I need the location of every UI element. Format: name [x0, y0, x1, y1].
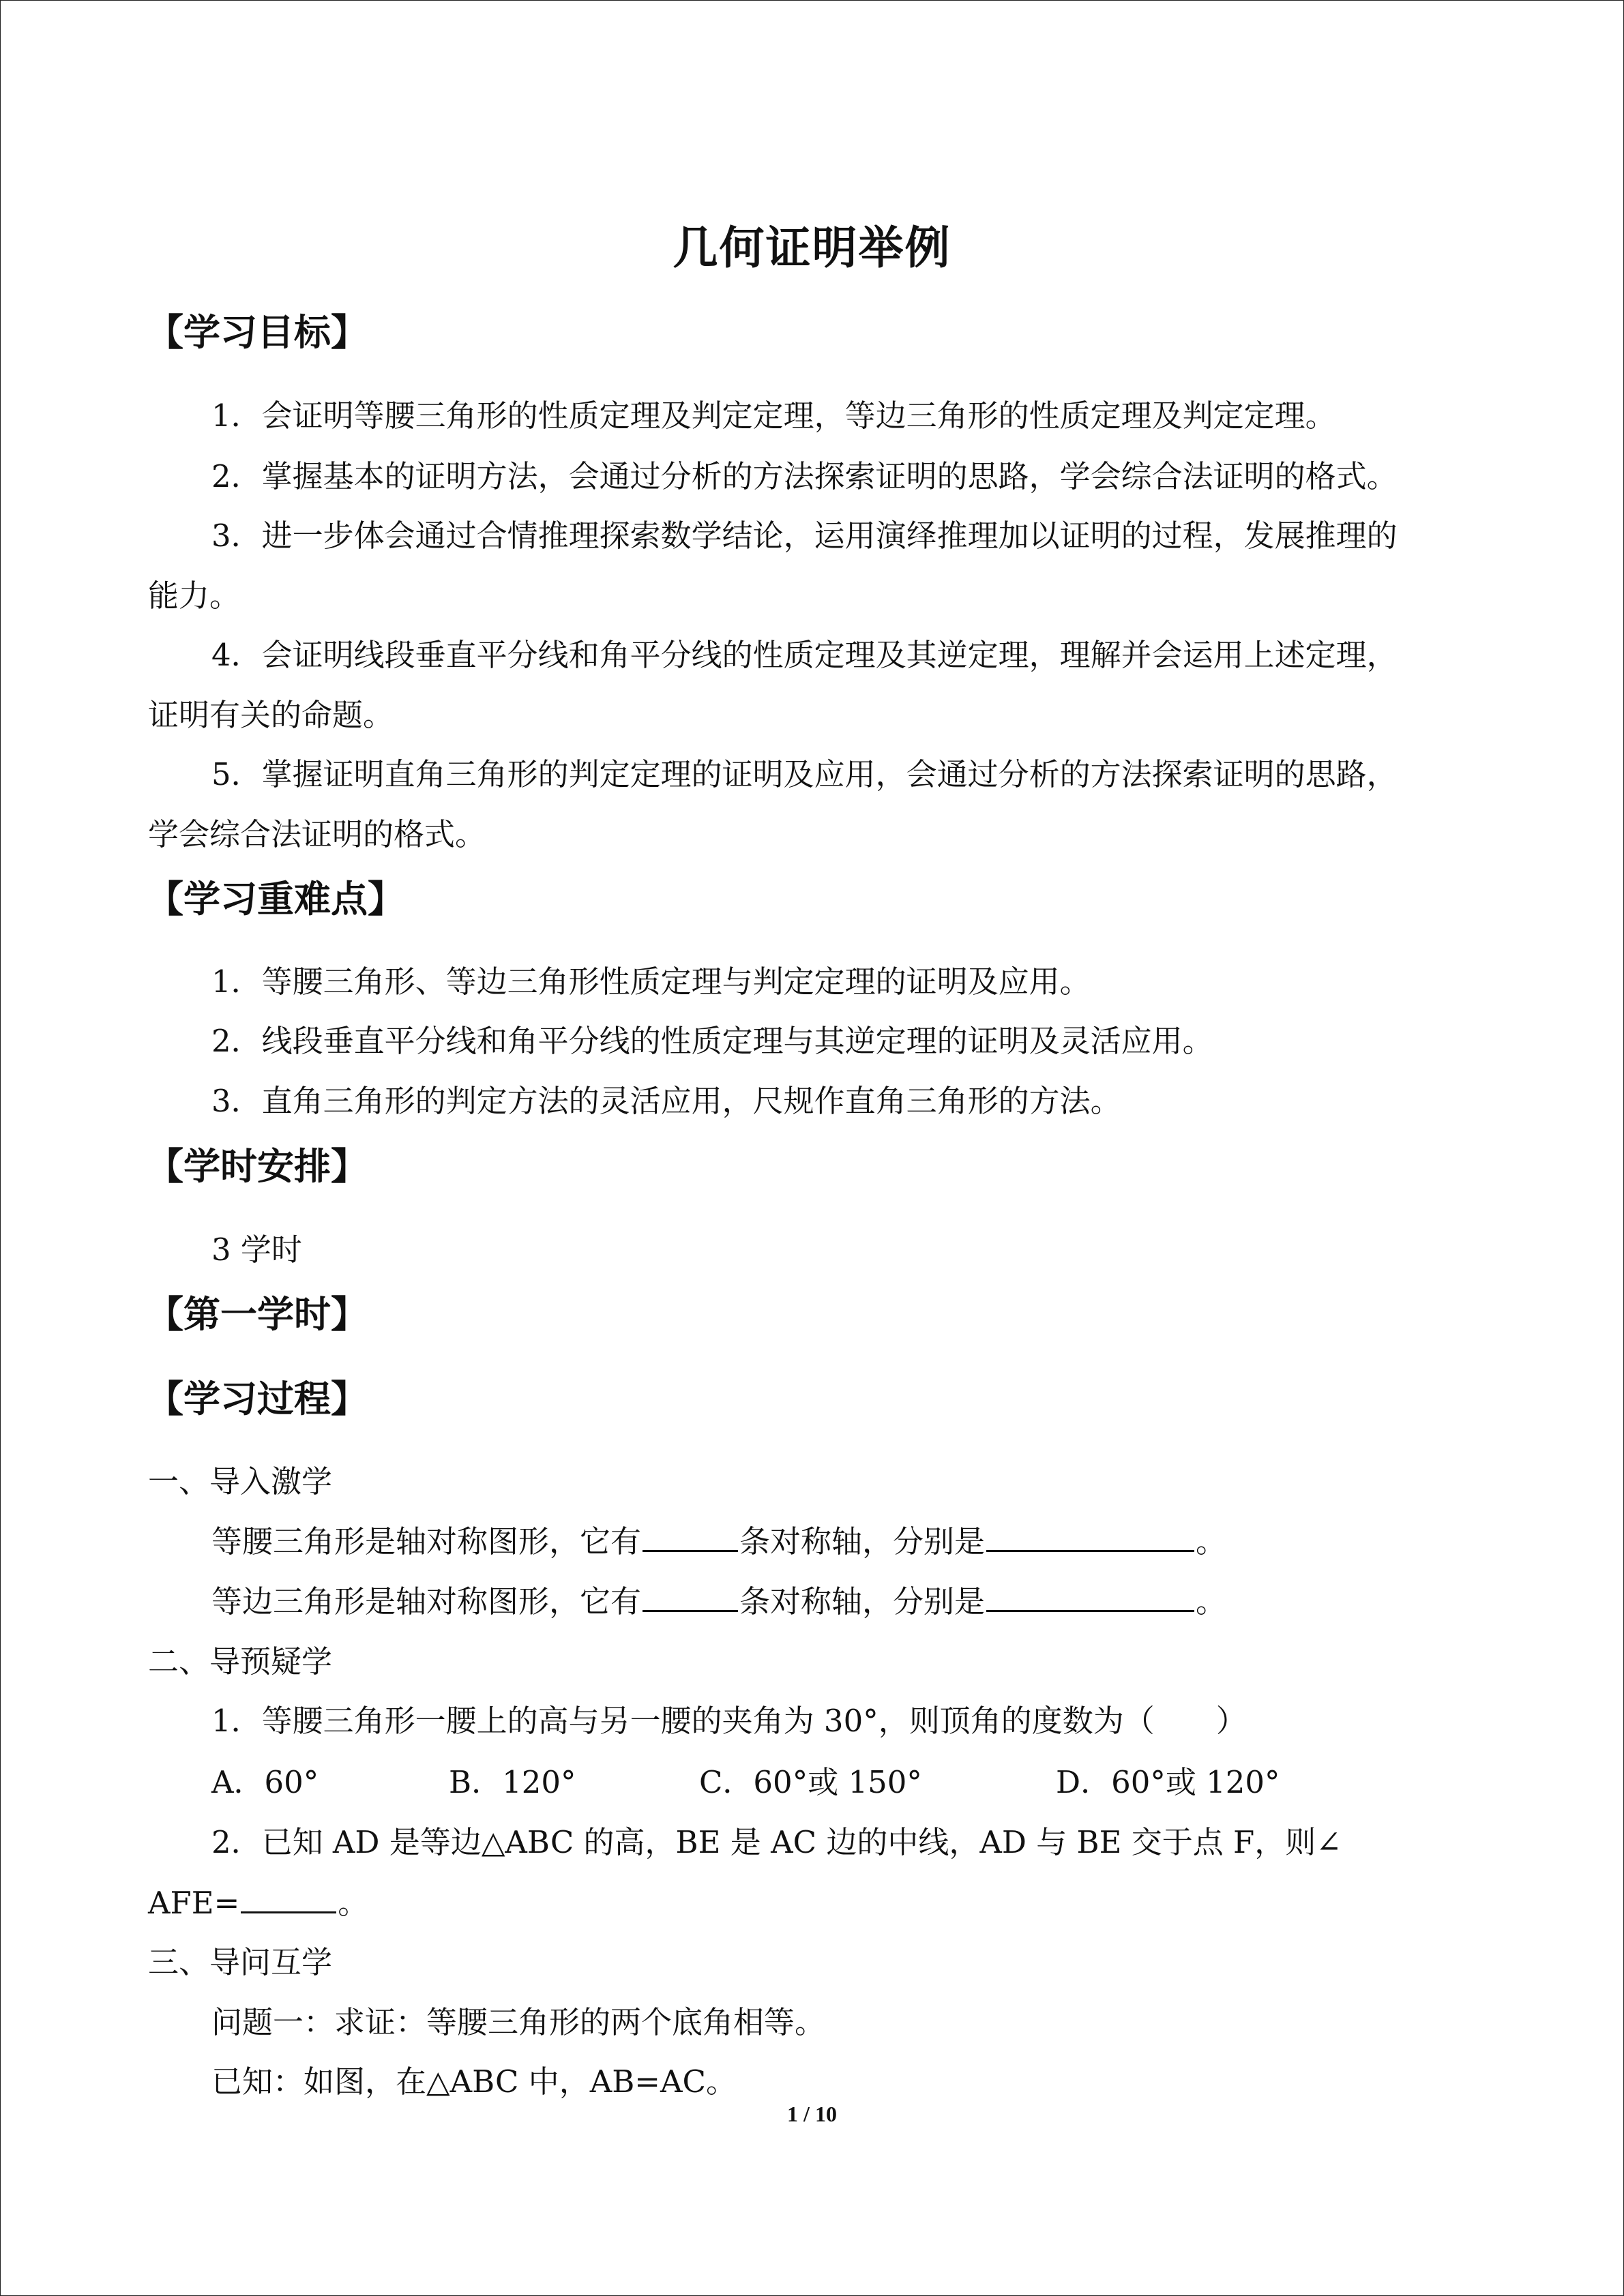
fill-text: 。 [1196, 1583, 1227, 1620]
answer-blank[interactable] [986, 1580, 1194, 1612]
key-point-line: 1．等腰三角形、等边三角形性质定理与判定定理的证明及应用。 [211, 964, 1091, 1000]
heading-first-period: 【第一学时】 [147, 1293, 368, 1336]
goal-line: 学会综合法证明的格式。 [148, 816, 486, 852]
question-2-answer-line [148, 1878, 368, 1922]
fill-text: 等边三角形是轴对称图形，它有 [211, 1583, 642, 1620]
fill-line-isosceles [211, 1517, 1226, 1561]
option-a: A．60° [211, 1764, 319, 1800]
question-2-line: 2．已知 AD 是等边△ABC 的高，BE 是 AC 边的中线，AD 与 BE 交于点 F，则∠ [211, 1824, 1342, 1860]
question-1: 1．等腰三角形一腰上的高与另一腰的夹角为 30°，则顶角的度数为（ ） [211, 1703, 1247, 1739]
option-c: C．60°或 150° [699, 1764, 922, 1800]
key-point-line: 2．线段垂直平分线和角平分线的性质定理与其逆定理的证明及灵活应用。 [211, 1023, 1213, 1059]
schedule-text: 3 学时 [211, 1232, 302, 1268]
goal-line: 2．掌握基本的证明方法，会通过分析的方法探索证明的思路，学会综合法证明的格式。 [211, 458, 1398, 494]
section-title: 二、导预疑学 [148, 1643, 333, 1680]
section-title: 一、导入激学 [148, 1463, 333, 1500]
fill-text: 等腰三角形是轴对称图形，它有 [211, 1523, 642, 1560]
heading-goals: 【学习目标】 [147, 311, 368, 354]
fill-text: 条对称轴，分别是 [739, 1523, 986, 1560]
heading-schedule: 【学时安排】 [147, 1145, 368, 1188]
answer-blank[interactable] [643, 1520, 738, 1552]
goal-line: 5．掌握证明直角三角形的判定定理的证明及应用，会通过分析的方法探索证明的思路， [211, 756, 1398, 792]
fill-line-equilateral [211, 1577, 1226, 1621]
heading-key-points: 【学习重难点】 [147, 878, 404, 921]
page-number: 1 / 10 [787, 2102, 837, 2126]
heading-process: 【学习过程】 [147, 1377, 368, 1420]
goal-line: 4．会证明线段垂直平分线和角平分线的性质定理及其逆定理，理解并会运用上述定理， [211, 637, 1398, 673]
given-statement: 已知：如图，在△ABC 中，AB=AC。 [211, 2063, 737, 2100]
fill-text: AFE= [148, 1885, 240, 1921]
fill-text: 。 [1196, 1523, 1227, 1560]
document-title: 几何证明举例 [673, 222, 951, 274]
problem-statement: 问题一：求证：等腰三角形的两个底角相等。 [211, 2004, 826, 2040]
answer-blank[interactable] [643, 1580, 738, 1612]
goal-line: 3．进一步体会通过合情推理探索数学结论，运用演绎推理加以证明的过程，发展推理的 [211, 518, 1398, 554]
answer-blank[interactable] [986, 1520, 1194, 1552]
section-title: 三、导问互学 [148, 1944, 333, 1980]
goal-line: 证明有关的命题。 [148, 697, 394, 733]
option-b: B．120° [449, 1764, 576, 1800]
answer-blank[interactable] [241, 1881, 336, 1913]
goal-line: 1．会证明等腰三角形的性质定理及判定定理，等边三角形的性质定理及判定定理。 [211, 398, 1336, 434]
goal-line: 能力。 [148, 578, 241, 614]
fill-text: 条对称轴，分别是 [739, 1583, 986, 1620]
fill-text: 。 [338, 1885, 369, 1921]
option-d: D．60°或 120° [1056, 1764, 1280, 1800]
key-point-line: 3．直角三角形的判定方法的灵活应用，尺规作直角三角形的方法。 [211, 1083, 1121, 1119]
